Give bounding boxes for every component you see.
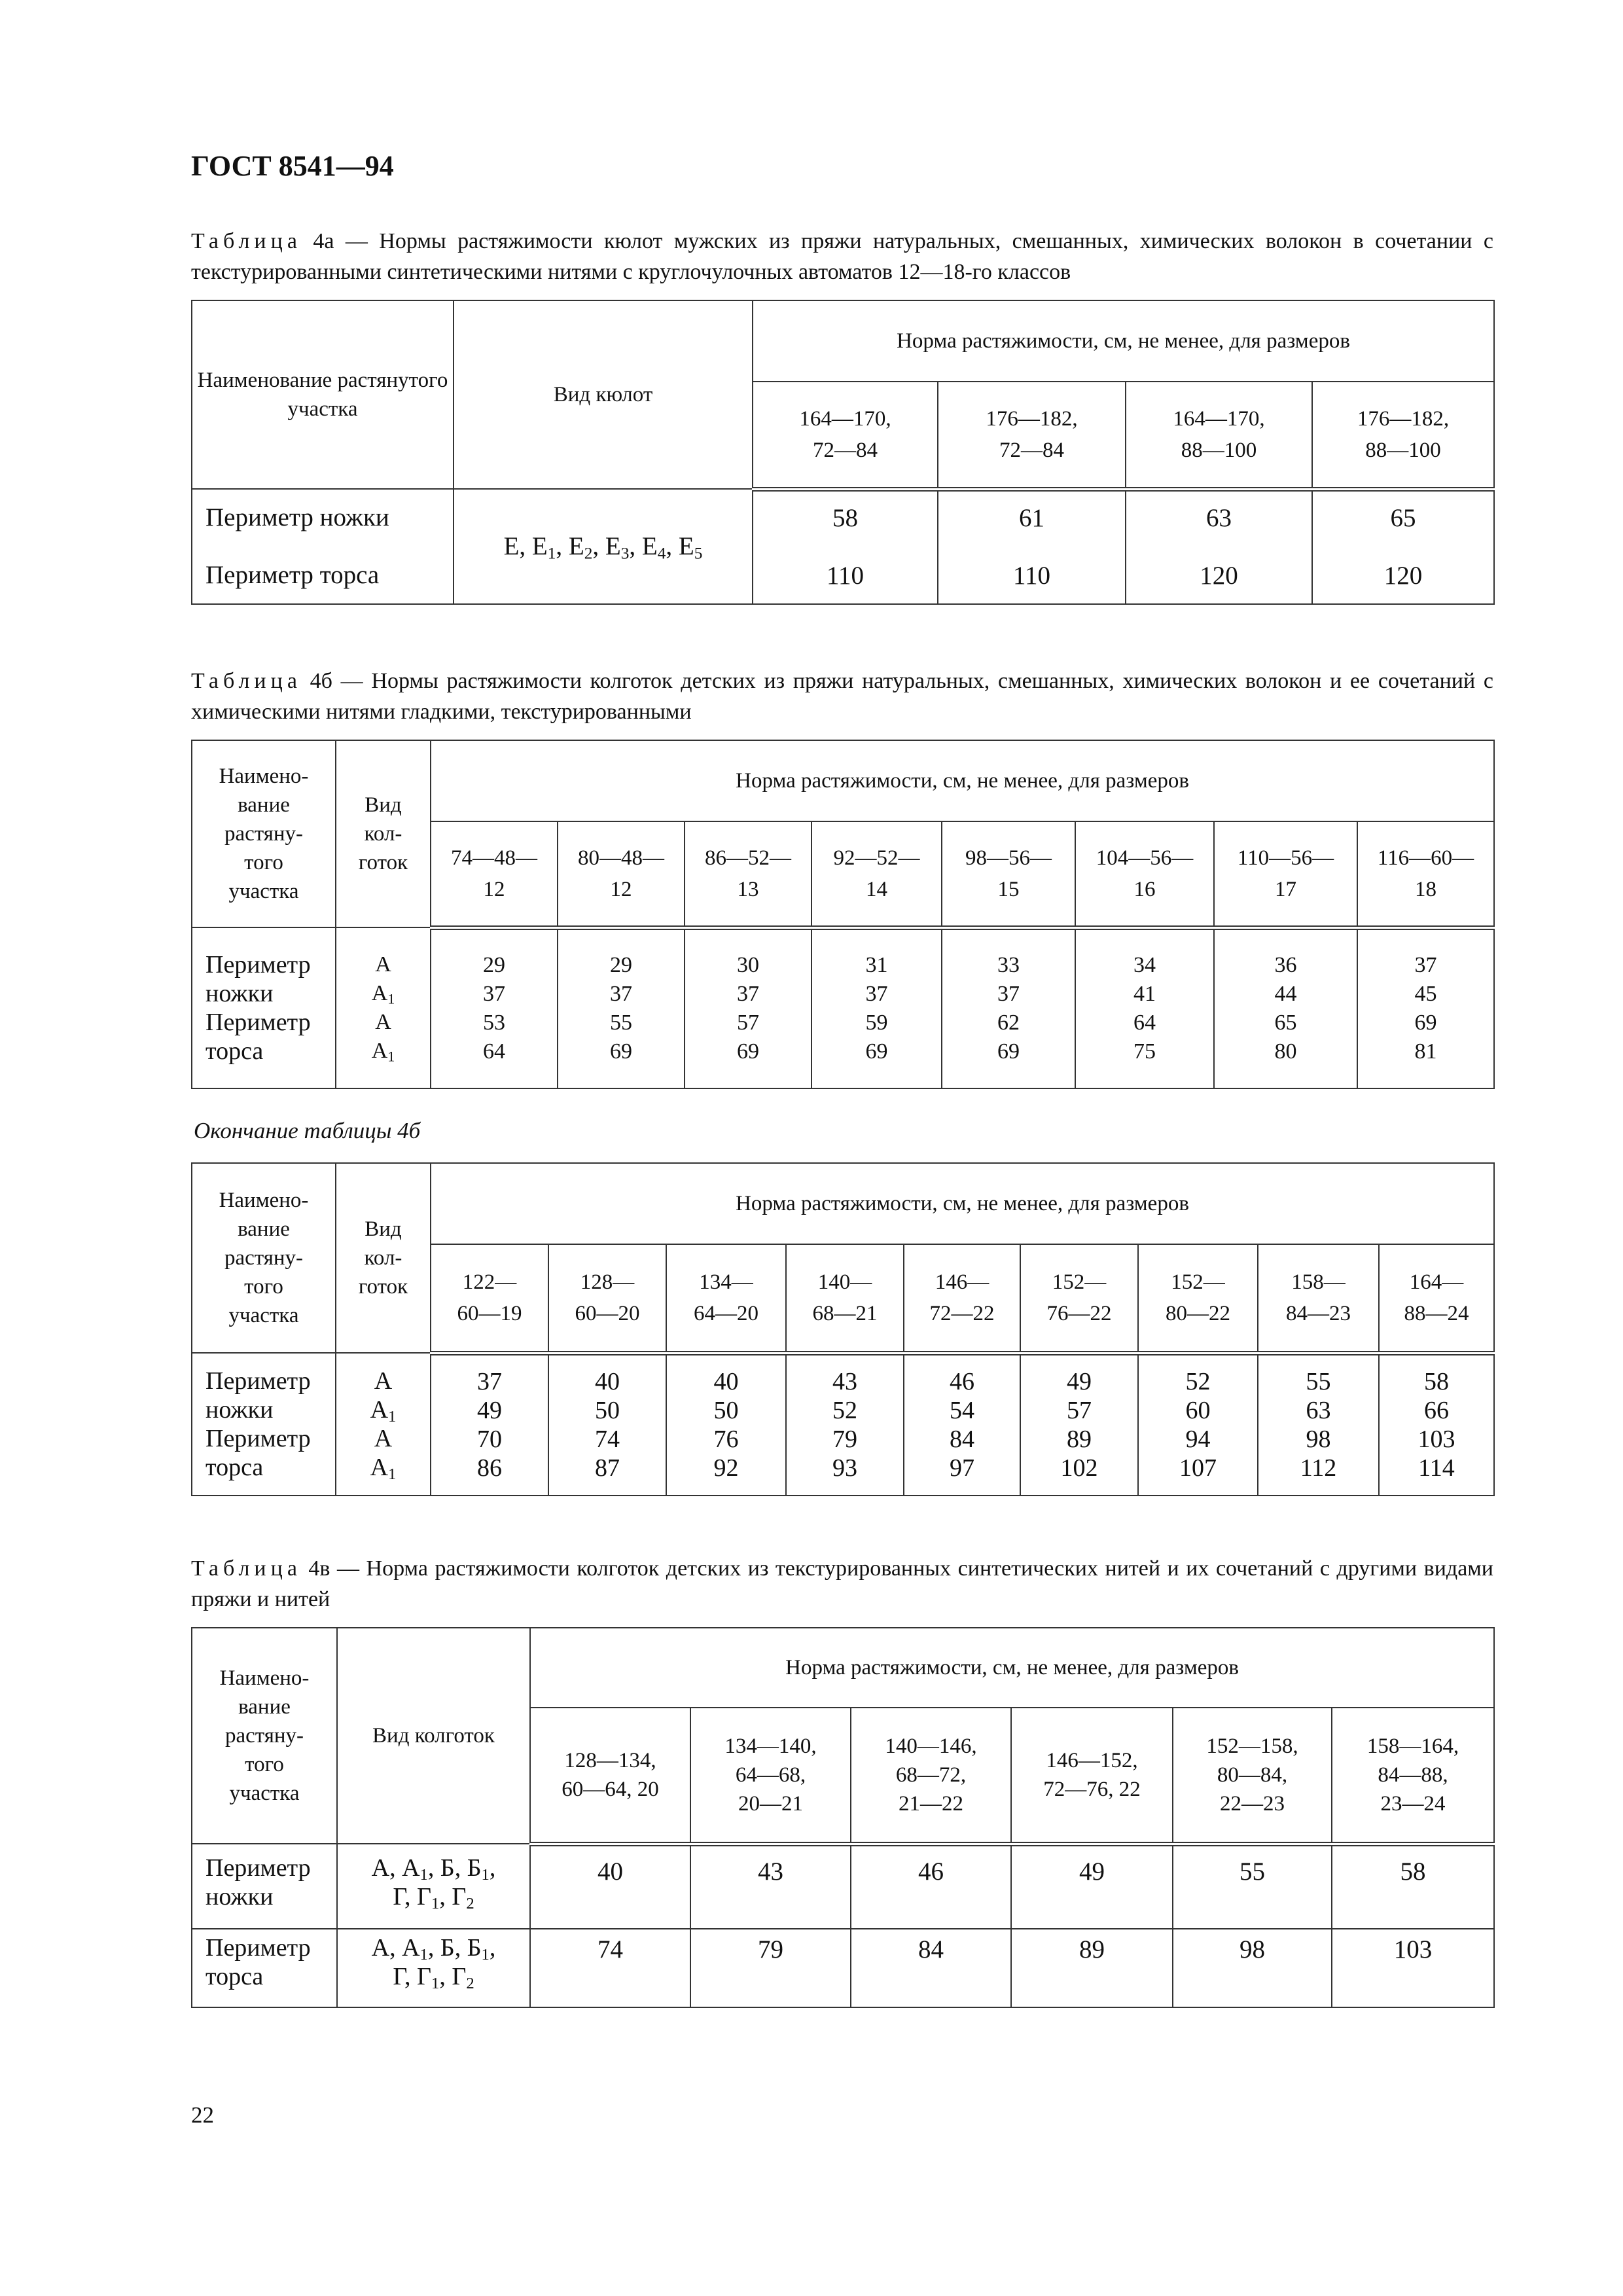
size-header: 116—60— 18 — [1357, 821, 1494, 927]
caption-text: 4в — Норма растяжимости колготок детских из текстурированных синтетических нитей и их сочетаний с другими видами пряжи и нитей — [191, 1556, 1493, 1611]
size-header: 134— 64—20 — [666, 1244, 786, 1353]
size-header: 146— 72—22 — [904, 1244, 1020, 1353]
value-cell: 29 37 53 64 — [431, 927, 558, 1088]
value-cell: 74 — [530, 1929, 690, 2007]
row-label: Периметр ножки — [192, 1844, 337, 1929]
table-4b-end-caption: Окончание таблицы 4б — [194, 1118, 421, 1143]
size-header: 152—158, 80—84, 22—23 — [1173, 1708, 1332, 1844]
header-section: Наимено- вание растяну- того участка — [192, 1628, 337, 1844]
table-4b — [191, 740, 1495, 1089]
row-labels: Периметр ножки Периметр торса — [192, 1353, 336, 1496]
size-header: 110—56— 17 — [1214, 821, 1357, 927]
header-norm: Норма растяжимости, см, не менее, для размеров — [431, 740, 1494, 821]
size-header: 158— 84—23 — [1258, 1244, 1379, 1353]
value-cell: 98 — [1173, 1929, 1332, 2007]
row-labels: Периметр ножки Периметр торса — [192, 927, 336, 1088]
value-cell: 31 37 59 69 — [812, 927, 942, 1088]
table-4a — [191, 300, 1495, 605]
size-header: 164—170, 88—100 — [1126, 382, 1312, 489]
value-cell: 43 — [690, 1844, 851, 1929]
value-cell: 33 37 62 69 — [942, 927, 1075, 1088]
size-header: 176—182, 88—100 — [1312, 382, 1494, 489]
value-cell: 49 — [1011, 1844, 1173, 1929]
table-4b-end — [191, 1162, 1495, 1496]
table-4b-caption — [191, 666, 1493, 727]
size-header: 140—146, 68—72, 21—22 — [851, 1708, 1011, 1844]
header-section: Наимено- вание растяну- того участка — [192, 1163, 336, 1353]
size-header: 104—56— 16 — [1075, 821, 1214, 927]
row-label: Периметр торса — [192, 1929, 337, 2007]
value-cell: 49 57 89 102 — [1020, 1353, 1138, 1496]
value-cell: 52 60 94 107 — [1138, 1353, 1258, 1496]
header-type: Вид кол- готок — [336, 740, 431, 927]
table-4v — [191, 1627, 1495, 2008]
size-header: 98—56— 15 — [942, 821, 1075, 927]
size-header: 128— 60—20 — [548, 1244, 666, 1353]
type-cell: Е, $Е_1$, $Е_2$, $Е_3$, $Е_4$, $Е_5$ — [454, 489, 753, 604]
caption-text: 4б — Нормы растяжимости колготок детских из пряжи натуральных, смешанных, химических волокон и ее сочетаний с химическими нитями гладкими, текстурированными — [191, 669, 1493, 724]
value-cell: 58 110 — [753, 489, 938, 604]
header-section: Наимено- вание растяну- того участка — [192, 740, 336, 927]
value-cell: 79 — [690, 1929, 851, 2007]
size-header: 122— 60—19 — [431, 1244, 548, 1353]
value-cell: 63 120 — [1126, 489, 1312, 604]
type-cell: А, $А_1$, Б, $Б_1$, Г, $Г_1$, $Г_2$ — [337, 1844, 530, 1929]
caption-text: 4а — Нормы растяжимости кюлот мужских из пряжи натуральных, смешанных, химических волокон в сочетании с текстурированными синтетическими нитями с круглочулочных автоматов 12—18-го классов — [191, 229, 1493, 284]
value-cell: 61 110 — [938, 489, 1126, 604]
value-cell: 58 66 103 114 — [1379, 1353, 1494, 1496]
table-label: Таблица — [191, 669, 302, 693]
header-section: Наименование растянутого участка — [192, 300, 454, 489]
size-header: 146—152, 72—76, 22 — [1011, 1708, 1173, 1844]
value-cell: 40 — [530, 1844, 690, 1929]
value-cell: 55 — [1173, 1844, 1332, 1929]
table-4a-caption — [191, 226, 1493, 287]
size-header: 92—52— 14 — [812, 821, 942, 927]
size-header: 152— 80—22 — [1138, 1244, 1258, 1353]
value-cell: 58 — [1332, 1844, 1494, 1929]
table-4v-caption — [191, 1553, 1493, 1615]
value-cell: 43 52 79 93 — [786, 1353, 904, 1496]
type-cell: А $А_1$ А $А_1$ — [336, 1353, 431, 1496]
header-type: Вид кол- готок — [336, 1163, 431, 1353]
value-cell: 34 41 64 75 — [1075, 927, 1214, 1088]
size-header: 128—134, 60—64, 20 — [530, 1708, 690, 1844]
value-cell: 89 — [1011, 1929, 1173, 2007]
value-cell: 29 37 55 69 — [558, 927, 685, 1088]
size-header: 74—48— 12 — [431, 821, 558, 927]
table-label: Таблица — [191, 229, 302, 253]
size-header: 176—182, 72—84 — [938, 382, 1126, 489]
document-title: ГОСТ 8541—94 — [191, 150, 394, 182]
header-type: Вид кюлот — [454, 300, 753, 489]
value-cell: 36 44 65 80 — [1214, 927, 1357, 1088]
size-header: 134—140, 64—68, 20—21 — [690, 1708, 851, 1844]
value-cell: 37 49 70 86 — [431, 1353, 548, 1496]
header-norm: Норма растяжимости, см, не менее, для размеров — [530, 1628, 1494, 1708]
value-cell: 46 — [851, 1844, 1011, 1929]
page-number: 22 — [191, 2102, 214, 2128]
value-cell: 103 — [1332, 1929, 1494, 2007]
type-cell: А $А_1$ А $А_1$ — [336, 927, 431, 1088]
header-norm: Норма растяжимости, см, не менее, для размеров — [431, 1163, 1494, 1244]
value-cell: 46 54 84 97 — [904, 1353, 1020, 1496]
value-cell: 37 45 69 81 — [1357, 927, 1494, 1088]
value-cell: 55 63 98 112 — [1258, 1353, 1379, 1496]
size-header: 140— 68—21 — [786, 1244, 904, 1353]
size-header: 152— 76—22 — [1020, 1244, 1138, 1353]
size-header: 164—170, 72—84 — [753, 382, 938, 489]
value-cell: 65 120 — [1312, 489, 1494, 604]
size-header: 164— 88—24 — [1379, 1244, 1494, 1353]
size-header: 80—48— 12 — [558, 821, 685, 927]
size-header: 86—52— 13 — [685, 821, 812, 927]
table-label: Таблица — [191, 1556, 302, 1581]
header-type: Вид колготок — [337, 1628, 530, 1844]
value-cell: 30 37 57 69 — [685, 927, 812, 1088]
header-norm: Норма растяжимости, см, не менее, для размеров — [753, 300, 1494, 382]
size-header: 158—164, 84—88, 23—24 — [1332, 1708, 1494, 1844]
row-labels: Периметр ножки Периметр торса — [192, 489, 454, 604]
type-cell: А, $А_1$, Б, $Б_1$, Г, $Г_1$, $Г_2$ — [337, 1929, 530, 2007]
value-cell: 84 — [851, 1929, 1011, 2007]
value-cell: 40 50 76 92 — [666, 1353, 786, 1496]
value-cell: 40 50 74 87 — [548, 1353, 666, 1496]
